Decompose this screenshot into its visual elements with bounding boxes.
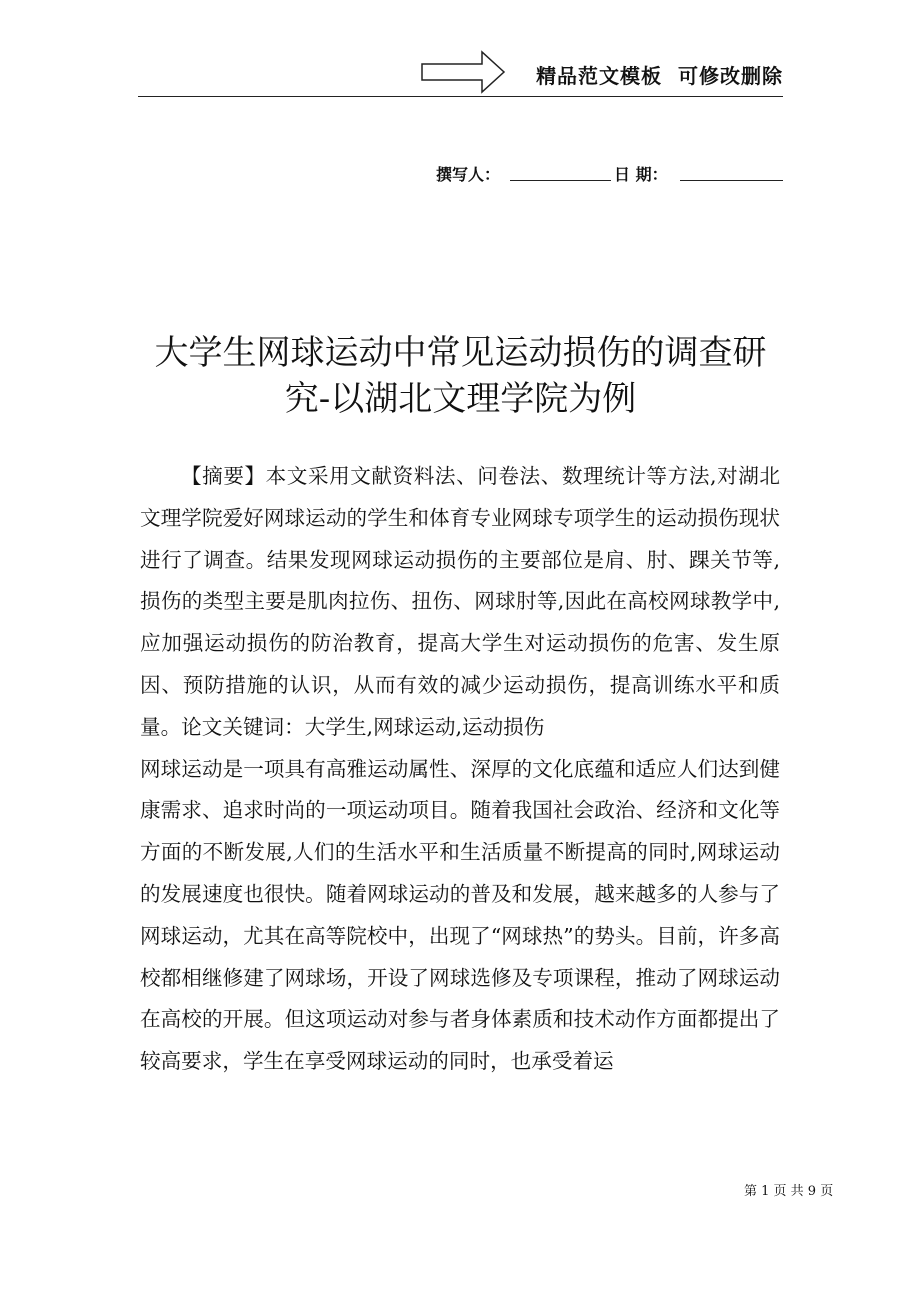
document-body xyxy=(140,456,780,1083)
document-title xyxy=(138,330,783,422)
header-divider xyxy=(138,96,783,97)
page-header xyxy=(138,48,783,98)
date-field[interactable] xyxy=(680,180,783,181)
title-line-2: 究-以湖北文理学院为例 xyxy=(284,379,637,419)
author-label: 撰写人： xyxy=(436,165,501,184)
body-paragraph: 网球运动是一项具有高雅运动属性、深厚的文化底蕴和适应人们达到健康需求、追求时尚的一项运动项目。随着我国社会政治、经济和文化等方面的不断发展,人们的生活水平和生活质量不断提高的同时,网球运动的发展速度也很快。随着网球运动的普及和发展，越来越多的人参与了网球运动，尤其在高等院校中，出现了“网球热”的势头。目前，许多高校都相继修建了网球场，开设了网球选修及专项课程，推动了网球运动在高校的开展。但这项运动对参与者身体素质和技术动作方面都提出了较高要求，学生在享受网球运动的同时，也承受着运 xyxy=(140,756,780,1074)
abstract-paragraph: 【摘要】本文采用文献资料法、问卷法、数理统计等方法,对湖北文理学院爱好网球运动的学生和体育专业网球专项学生的运动损伤现状进行了调查。结果发现网球运动损伤的主要部位是肩、肘、踝关节等,损伤的类型主要是肌肉拉伤、扭伤、网球肘等,因此在高校网球教学中,应加强运动损伤的防治教育，提高大学生对运动损伤的危害、发生原因、预防措施的认识，从而有效的减少运动损伤，提高训练水平和质量。论文关键词：大学生,网球运动,运动损伤 xyxy=(140,464,780,739)
page-number: 第 1 页 共 9 页 xyxy=(744,1184,834,1199)
title-line-1: 大学生网球运动中常见运动损伤的调查研 xyxy=(154,333,767,373)
author-field[interactable] xyxy=(510,180,611,181)
author-date-row xyxy=(436,160,783,186)
arrow-right-icon xyxy=(420,50,506,94)
date-label: 日 期： xyxy=(614,165,668,184)
header-tagline: 精品范文模板 可修改删除 xyxy=(536,64,783,88)
